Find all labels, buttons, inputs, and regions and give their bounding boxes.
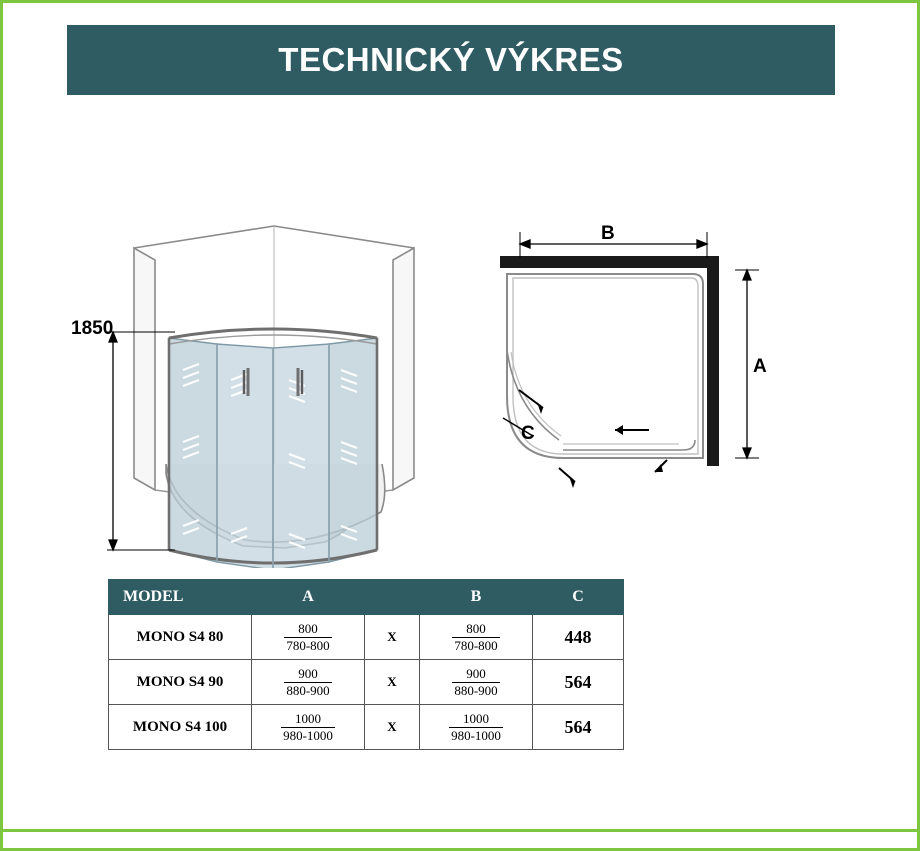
drawing-area (3, 98, 917, 568)
cell-b-range: 880-900 (454, 682, 498, 698)
cell-b-range: 780-800 (454, 637, 498, 653)
cell-model: MONO S4 80 (109, 615, 252, 660)
cell-multiply: X (365, 705, 420, 750)
specification-table (108, 579, 624, 750)
table-header-row (109, 580, 624, 615)
dimension-label-c: C (521, 423, 535, 444)
table-header-b: B (420, 580, 533, 615)
cell-dimension-a (252, 615, 365, 660)
cell-b-nominal: 1000 (449, 712, 503, 728)
cell-a-range: 880-900 (286, 682, 330, 698)
cell-a-nominal: 900 (284, 667, 332, 683)
table-row (109, 615, 624, 660)
dimension-label-a: A (753, 356, 767, 377)
shower-enclosure-drawing (3, 98, 917, 568)
cell-multiply: X (365, 660, 420, 705)
cell-a-range: 780-800 (286, 637, 330, 653)
table-header-c: C (533, 580, 624, 615)
cell-multiply: X (365, 615, 420, 660)
dimension-label-b: B (601, 223, 615, 244)
dimension-label-height: 1850 (71, 318, 114, 339)
cell-dimension-b (420, 660, 533, 705)
table-header-a: A (252, 580, 365, 615)
cell-a-range: 980-1000 (283, 727, 333, 743)
cell-dimension-c: 448 (533, 615, 624, 660)
bottom-divider (3, 829, 917, 832)
glass-panels (169, 329, 377, 568)
cell-model: MONO S4 100 (109, 705, 252, 750)
cell-b-nominal: 800 (452, 622, 500, 638)
cell-b-range: 980-1000 (451, 727, 501, 743)
cell-a-nominal: 800 (284, 622, 332, 638)
plan-view (500, 256, 719, 488)
cell-dimension-c: 564 (533, 705, 624, 750)
cell-dimension-a (252, 660, 365, 705)
table-header-x (365, 580, 420, 615)
table-row (109, 705, 624, 750)
page-title: TECHNICKÝ VÝKRES (278, 41, 624, 78)
cell-dimension-b (420, 705, 533, 750)
cell-a-nominal: 1000 (281, 712, 335, 728)
table-row (109, 660, 624, 705)
cell-dimension-a (252, 705, 365, 750)
cell-model: MONO S4 90 (109, 660, 252, 705)
cell-dimension-b (420, 615, 533, 660)
table-header-model: MODEL (109, 580, 252, 615)
title-bar (67, 25, 835, 95)
cell-dimension-c: 564 (533, 660, 624, 705)
cell-b-nominal: 900 (452, 667, 500, 683)
